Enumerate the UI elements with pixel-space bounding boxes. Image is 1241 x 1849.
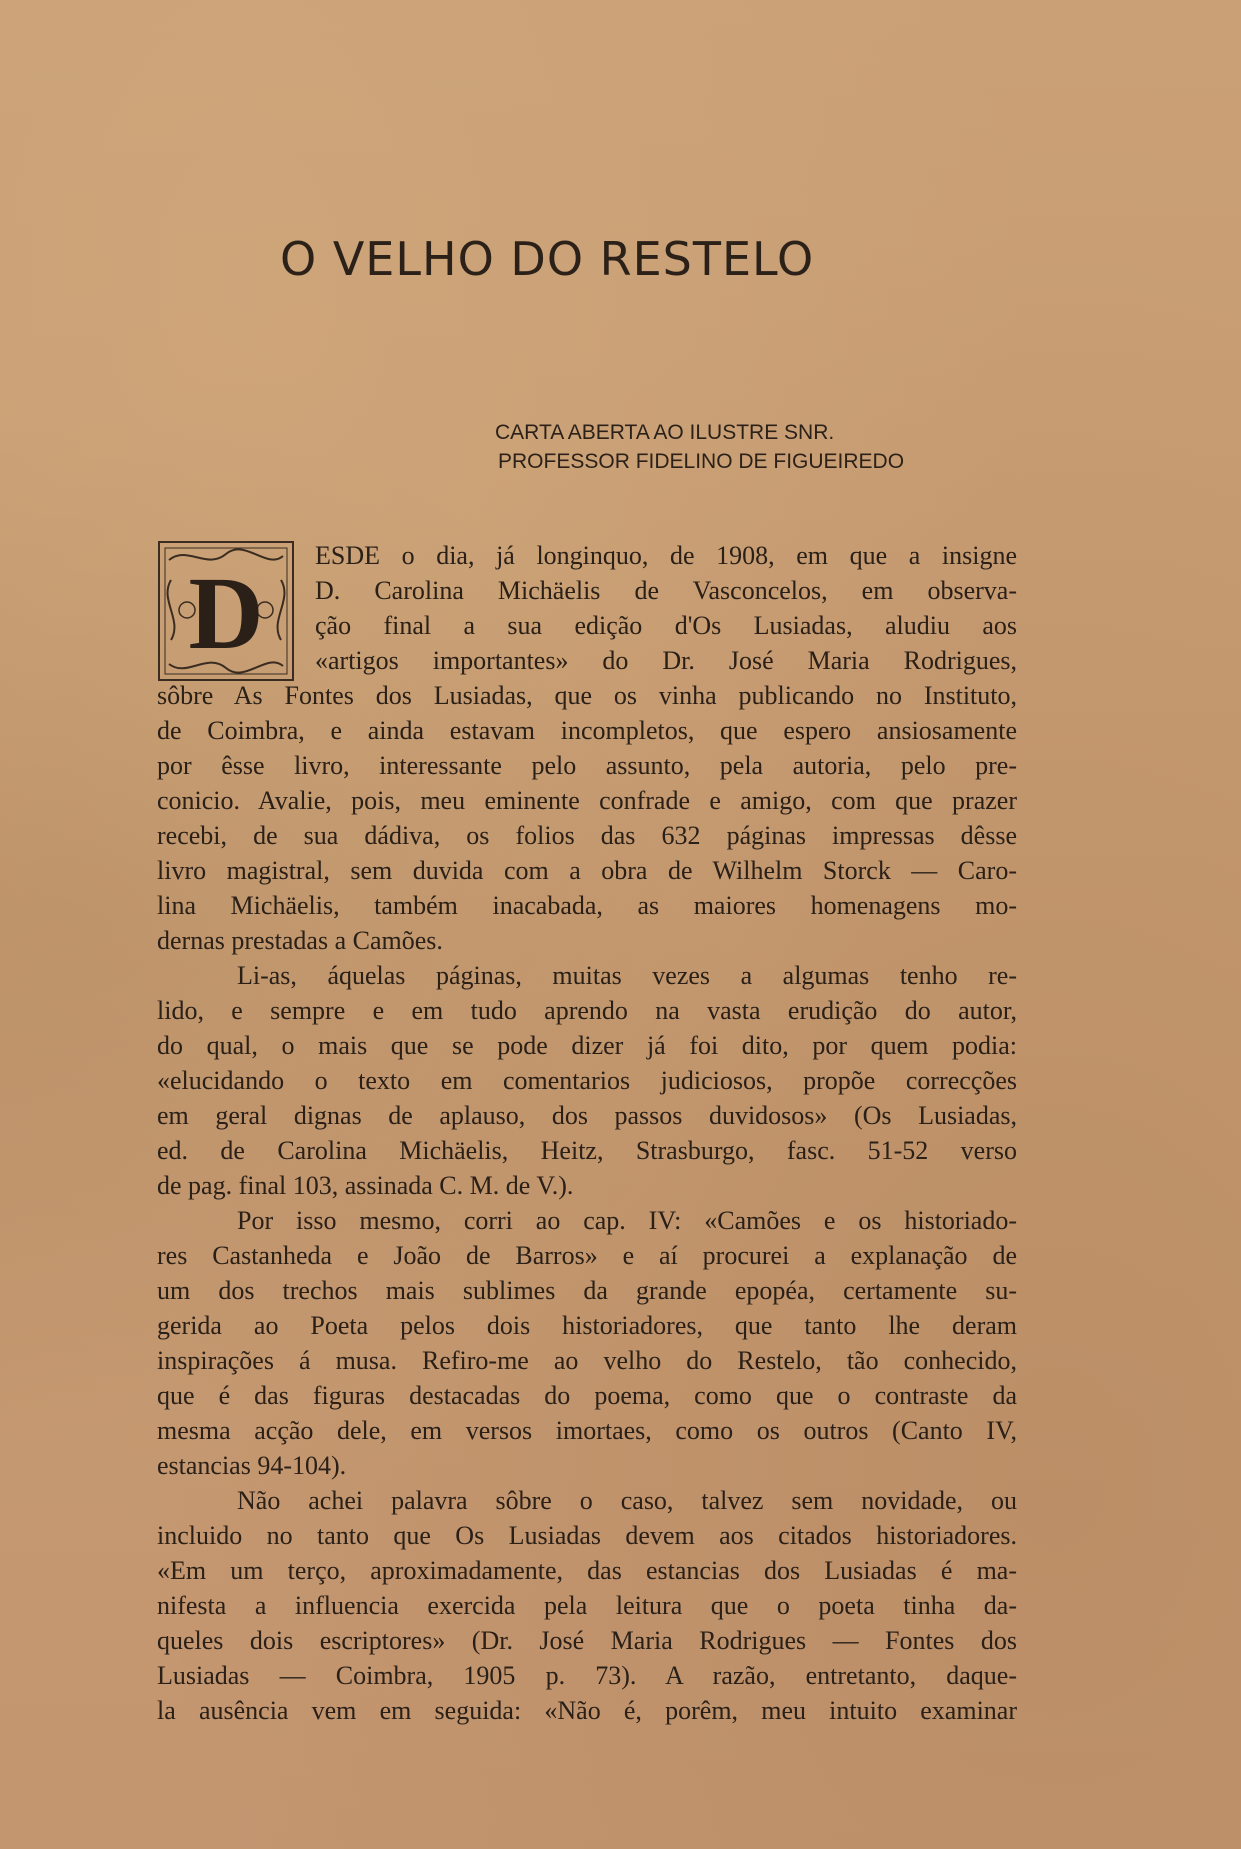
text-line: estancias 94-104). xyxy=(157,1451,347,1480)
text-line: mesma acção dele, em versos imortaes, como os outros (Canto IV, xyxy=(157,1416,1017,1445)
text-line: um dos trechos mais sublimes da grande epopéa, certamente su- xyxy=(157,1276,1017,1305)
article-title: O VELHO DO RESTELO xyxy=(280,232,815,286)
text-line: ção final a sua edição d'Os Lusiadas, aludiu aos xyxy=(315,611,1017,640)
dedication-line-1: CARTA ABERTA AO ILUSTRE SNR. xyxy=(495,421,835,444)
dedication xyxy=(495,418,1055,476)
text-line: gerida ao Poeta pelos dois historiadores, que tanto lhe deram xyxy=(157,1311,1017,1340)
text-line: lido, e sempre e em tudo aprendo na vasta erudição do autor, xyxy=(157,996,1017,1025)
text-line: Por isso mesmo, corri ao cap. IV: «Camões e os historiado- xyxy=(237,1206,1017,1235)
text-line: «artigos importantes» do Dr. José Maria Rodrigues, xyxy=(315,646,1017,675)
drop-cap-letter: D xyxy=(188,556,264,671)
text-line: sôbre As Fontes dos Lusiadas, que os vinha publicando no Instituto, xyxy=(157,681,1017,710)
text-line: D. Carolina Michäelis de Vasconcelos, em observa- xyxy=(315,576,1017,605)
text-line: que é das figuras destacadas do poema, como que o contraste da xyxy=(157,1381,1017,1410)
text-line: por êsse livro, interessante pelo assunto, pela autoria, pelo pre- xyxy=(157,751,1017,780)
text-line: recebi, de sua dádiva, os folios das 632 páginas impressas dêsse xyxy=(157,821,1017,850)
dedication-line-2: PROFESSOR FIDELINO DE FIGUEIREDO xyxy=(498,450,905,473)
article-body xyxy=(157,538,1017,1728)
text-line: de Coimbra, e ainda estavam incompletos, que espero ansiosamente xyxy=(157,716,1017,745)
text-line: nifesta a influencia exercida pela leitura que o poeta tinha da- xyxy=(157,1591,1017,1620)
text-line: Não achei palavra sôbre o caso, talvez sem novidade, ou xyxy=(237,1486,1017,1515)
text-line: «elucidando o texto em comentarios judiciosos, propõe correcções xyxy=(157,1066,1017,1095)
text-line: inspirações á musa. Refiro-me ao velho do Restelo, tão conhecido, xyxy=(157,1346,1017,1375)
text-line: ESDE o dia, já longinquo, de 1908, em que a insigne xyxy=(315,541,1017,570)
text-line: conicio. Avalie, pois, meu eminente confrade e amigo, com que prazer xyxy=(157,786,1017,815)
text-line: livro magistral, sem duvida com a obra de Wilhelm Storck — Caro- xyxy=(157,856,1017,885)
text-line: lina Michäelis, também inacabada, as maiores homenagens mo- xyxy=(157,891,1017,920)
text-line: la ausência vem em seguida: «Não é, porêm, meu intuito examinar xyxy=(157,1696,1017,1725)
text-line: res Castanheda e João de Barros» e aí procurei a explanação de xyxy=(157,1241,1017,1270)
text-line: Lusiadas — Coimbra, 1905 p. 73). A razão, entretanto, daque- xyxy=(157,1661,1017,1690)
text-line: de pag. final 103, assinada C. M. de V.). xyxy=(157,1171,574,1200)
text-line: Li-as, áquelas páginas, muitas vezes a algumas tenho re- xyxy=(237,961,1017,990)
text-line: queles dois escriptores» (Dr. José Maria Rodrigues — Fontes dos xyxy=(157,1626,1017,1655)
text-line: incluido no tanto que Os Lusiadas devem aos citados historiadores. xyxy=(157,1521,1017,1550)
text-line: do qual, o mais que se pode dizer já foi dito, por quem podia: xyxy=(157,1031,1017,1060)
text-line: «Em um terço, aproximadamente, das estancias dos Lusiadas é ma- xyxy=(157,1556,1017,1585)
text-line: ed. de Carolina Michäelis, Heitz, Strasburgo, fasc. 51-52 verso xyxy=(157,1136,1017,1165)
text-line: em geral dignas de aplauso, dos passos duvidosos» (Os Lusiadas, xyxy=(157,1101,1017,1130)
text-line: dernas prestadas a Camões. xyxy=(157,926,443,955)
